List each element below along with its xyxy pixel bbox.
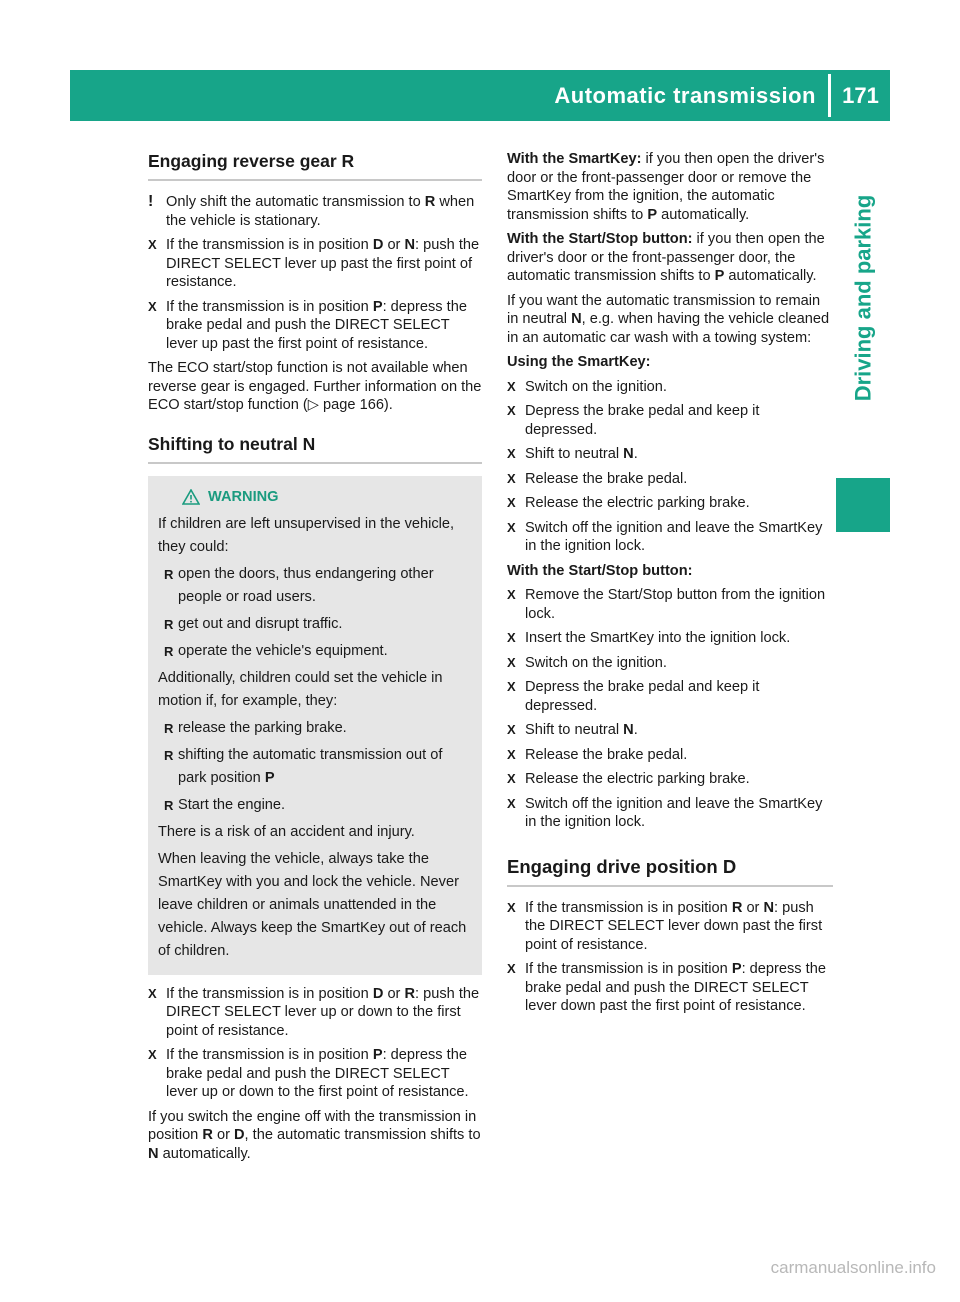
step-arrow-icon: X: [507, 722, 516, 737]
step-item: [507, 960, 833, 1016]
switch-off-paragraph: If you switch the engine off with the transmission in position R or D, the automatic transmission shifts to N automatically.: [148, 1108, 481, 1162]
step-item: [507, 519, 833, 556]
step-arrow-icon: X: [507, 899, 516, 915]
step-text: Release the electric parking brake.: [525, 495, 750, 511]
step-text: If the transmission is in position P: depress the brake pedal and push the DIRECT SELECT lever down past the first point of resistance.: [525, 961, 826, 1014]
warning-bullet: [164, 744, 472, 790]
step-text: Release the electric parking brake.: [525, 771, 750, 787]
warning-title: WARNING: [208, 488, 279, 505]
page-title: Automatic transmission: [554, 82, 816, 108]
footer-watermark: carmanualsonline.info: [770, 1258, 936, 1277]
heading-reverse: Engaging reverse gear R: [148, 150, 482, 181]
section-marker: [836, 478, 890, 532]
step-arrow-icon: X: [507, 630, 516, 645]
section-tab: [836, 120, 890, 476]
step-arrow-icon: X: [507, 771, 516, 786]
step-arrow-icon: X: [507, 403, 516, 418]
caution-note: [148, 193, 482, 230]
bullet-icon: R: [164, 566, 174, 582]
step-item: [507, 494, 833, 513]
with-startstop-label: With the Start/Stop button:: [507, 562, 693, 579]
step-text: Switch on the ignition.: [525, 654, 667, 671]
bullet-icon: R: [164, 747, 174, 763]
warning-advice: When leaving the vehicle, always take the SmartKey with you and lock the vehicle. Never leave children or animals unattended in the vehicle. Always keep the SmartKey out of reach of children.: [158, 850, 467, 959]
bullet-icon: R: [164, 616, 174, 632]
step-item: [148, 1046, 482, 1102]
step-item: [507, 378, 833, 397]
step-arrow-icon: X: [507, 470, 516, 486]
step-text: If the transmission is in position P: depress the brake pedal and push the DIRECT SELECT lever up past the first point of resistance.: [166, 298, 467, 352]
smartkey-paragraph: With the SmartKey: if you then open the driver's door or the front-passenger door or remove the SmartKey from the ignition, the automatic transmission shifts to P automatically.: [507, 151, 825, 223]
step-item: [507, 445, 833, 464]
bullet-text: open the doors, thus endangering other people or road users.: [178, 565, 434, 605]
warning-bullet: [164, 640, 472, 663]
step-item: [148, 985, 482, 1041]
warning-header: [182, 486, 472, 509]
caution-text: Only shift the automatic transmission to R when the vehicle is stationary.: [166, 194, 475, 229]
heading-neutral: Shifting to neutral N: [148, 433, 482, 464]
warning-bullet: [164, 613, 472, 636]
step-text: If the transmission is in position P: depress the brake pedal and push the DIRECT SELECT lever up or down to the first point of resistance.: [166, 1047, 469, 1100]
right-column: [507, 150, 833, 1022]
warning-bullet: [164, 717, 472, 740]
bullet-text: get out and disrupt traffic.: [178, 615, 343, 632]
step-arrow-icon: X: [507, 378, 516, 394]
step-item: [507, 586, 833, 623]
step-text: Switch on the ignition.: [525, 378, 667, 395]
step-text: Shift to neutral N.: [525, 722, 638, 738]
bullet-text: operate the vehicle's equipment.: [178, 642, 388, 659]
warning-intro: If children are left unsupervised in the vehicle, they could:: [158, 515, 455, 555]
eco-paragraph: The ECO start/stop function is not available when reverse gear is engaged. Further information on the ECO start/stop function (▷ page 166).: [148, 360, 482, 413]
step-text: If the transmission is in position D or R: push the DIRECT SELECT lever up or down to the first point of resistance.: [166, 985, 480, 1039]
step-item: [507, 629, 833, 648]
step-text: Shift to neutral N.: [525, 446, 638, 462]
bullet-text: release the parking brake.: [178, 719, 347, 736]
warning-box: [148, 476, 482, 975]
warning-risk: There is a risk of an accident and injury.: [158, 823, 415, 840]
step-text: If the transmission is in position R or N: push the DIRECT SELECT lever down past the first point of resistance.: [525, 899, 823, 953]
exclamation-icon: !: [148, 193, 154, 210]
section-tab-label: Driving and parking: [850, 194, 875, 402]
left-column: [148, 150, 482, 1169]
remain-neutral-paragraph: If you want the automatic transmission to remain in neutral N, e.g. when having the vehicle cleaned in an automatic car wash with a towing system:: [507, 292, 830, 346]
bullet-text: shifting the automatic transmission out of park position P: [178, 746, 443, 786]
step-arrow-icon: X: [148, 237, 157, 252]
bullet-icon: R: [164, 720, 174, 736]
step-arrow-icon: X: [507, 495, 516, 510]
step-arrow-icon: X: [148, 1047, 157, 1062]
step-text: Remove the Start/Stop button from the ignition lock.: [525, 587, 826, 622]
startstop-paragraph: With the Start/Stop button: if you then open the driver's door or the front-passenger door, the automatic transmission shifts to P automatically.: [507, 231, 825, 284]
step-text: Depress the brake pedal and keep it depressed.: [525, 403, 760, 438]
header-bar: [70, 70, 890, 121]
page-number: 171: [842, 82, 879, 108]
warning-bullet: [164, 794, 472, 817]
step-item: [507, 470, 833, 489]
step-item: [507, 770, 833, 789]
step-item: [507, 795, 833, 832]
warning-bullet: [164, 563, 472, 609]
step-arrow-icon: X: [507, 746, 516, 762]
step-arrow-icon: X: [507, 587, 516, 602]
step-text: Release the brake pedal.: [525, 470, 688, 487]
bullet-icon: R: [164, 643, 174, 659]
step-item: [507, 402, 833, 439]
step-text: Depress the brake pedal and keep it depressed.: [525, 679, 760, 714]
step-text: If the transmission is in position D or N: push the DIRECT SELECT lever up past the first point of resistance.: [166, 237, 480, 290]
step-arrow-icon: X: [148, 985, 157, 1001]
step-arrow-icon: X: [507, 446, 516, 461]
warning-mid: Additionally, children could set the vehicle in motion if, for example, they:: [158, 669, 443, 709]
step-arrow-icon: X: [507, 961, 516, 976]
step-arrow-icon: X: [507, 795, 516, 811]
step-arrow-icon: X: [507, 519, 516, 535]
step-text: Release the brake pedal.: [525, 746, 688, 763]
step-item: [507, 746, 833, 765]
step-item: [507, 654, 833, 673]
bullet-icon: R: [164, 797, 174, 813]
step-item: [148, 236, 482, 292]
step-text: Switch off the ignition and leave the SmartKey in the ignition lock.: [525, 519, 823, 554]
step-text: Insert the SmartKey into the ignition lock.: [525, 630, 791, 646]
warning-triangle-icon: [182, 489, 200, 505]
step-text: Switch off the ignition and leave the SmartKey in the ignition lock.: [525, 795, 823, 830]
step-item: [148, 298, 482, 354]
step-item: [507, 899, 833, 955]
step-item: [507, 678, 833, 715]
step-item: [507, 721, 833, 740]
heading-drive: Engaging drive position D: [507, 856, 833, 887]
using-smartkey-label: Using the SmartKey:: [507, 354, 651, 370]
bullet-text: Start the engine.: [178, 796, 286, 813]
step-arrow-icon: X: [148, 298, 157, 314]
step-arrow-icon: X: [507, 654, 516, 670]
step-arrow-icon: X: [507, 679, 516, 694]
